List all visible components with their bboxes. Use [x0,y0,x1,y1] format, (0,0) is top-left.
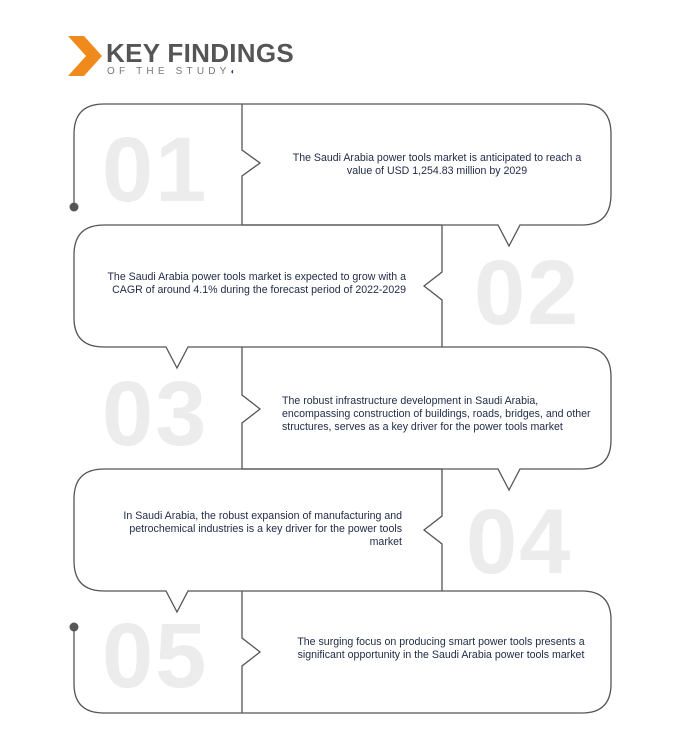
finding-1-number: 01 [102,119,209,221]
finding-2-divider [424,225,442,347]
finding-5-text: The surging focus on producing smart power tools presents a significant opportunity in the Saudi Arabia power tools market [297,636,585,661]
moon-icon: ◐ [230,67,236,76]
finding-3-text: The robust infrastructure development in Saudi Arabia, encompassing construction of buildings, roads, bridges, and other structures, serves as a key driver for the power tools market [282,395,591,433]
finding-4-text: In Saudi Arabia, the robust expansion of manufacturing and petrochemical industries is a key driver for the power tools market [123,510,402,548]
page-title: KEY FINDINGS [106,38,295,68]
finding-4-divider [424,469,442,591]
finding-5-number: 05 [102,605,209,707]
finding-4-number: 04 [466,491,573,593]
finding-5-divider [242,591,260,713]
finding-3-number: 03 [102,363,209,465]
page-subtitle: OF THE STUDY◐ [107,66,236,77]
start-dot [70,203,79,212]
finding-2-text: The Saudi Arabia power tools market is expected to grow with a CAGR of around 4.1% during the forecast period of 2022-2029 [107,271,406,296]
finding-1-text: The Saudi Arabia power tools market is anticipated to reach a value of USD 1,254.83 million by 2029 [292,152,582,177]
finding-1-divider [242,104,260,225]
finding-3-divider [242,347,260,469]
finding-2-number: 02 [474,242,581,344]
end-dot [70,623,79,632]
